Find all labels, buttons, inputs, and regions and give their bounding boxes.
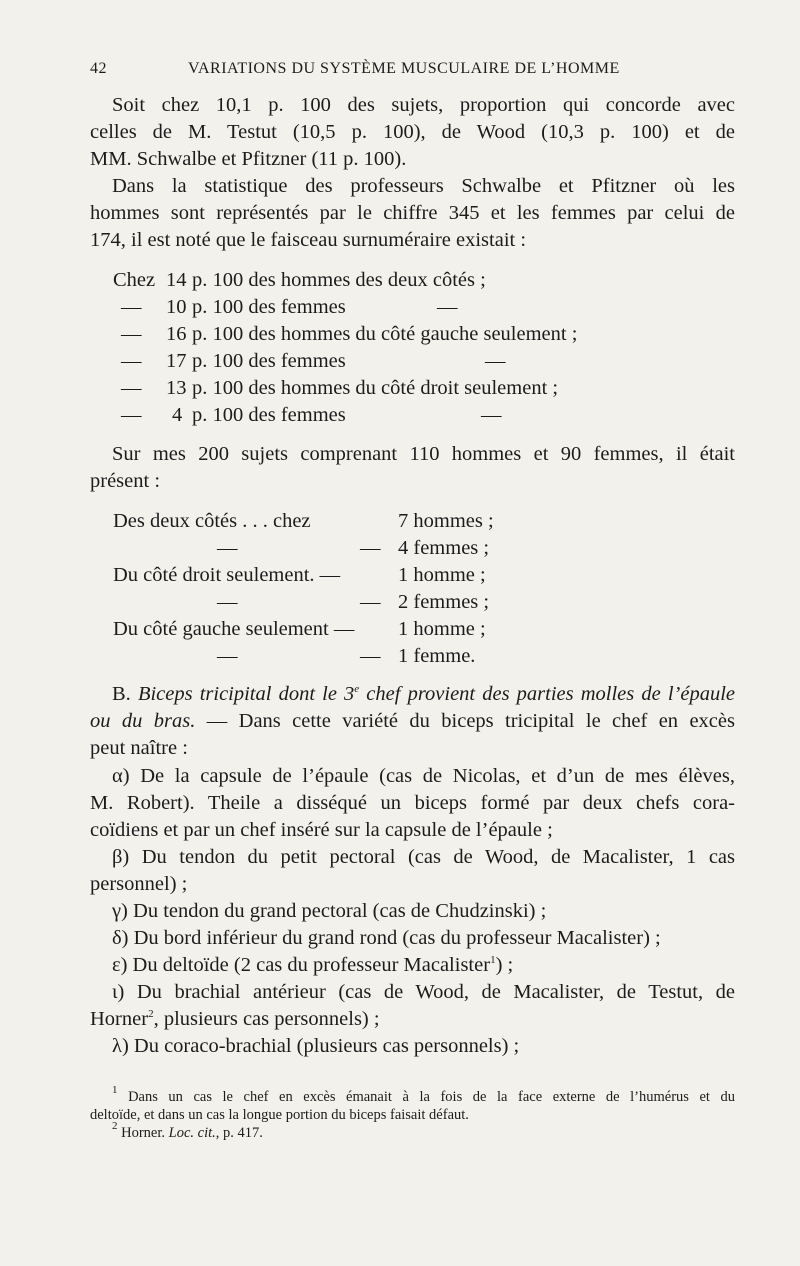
item-alpha-line-1: α) De la capsule de l’épaule (cas de Nicolas, et d’un de mes élèves,	[112, 765, 735, 787]
item-iota-text: Horner	[90, 1008, 149, 1030]
item-iota-line-2	[90, 1006, 735, 1033]
para3-line-2: présent :	[90, 470, 161, 492]
counts-value: 7 hommes ;	[398, 510, 494, 532]
para2-line-2: hommes sont représentés par le chiffre 345 et les femmes par celui de	[90, 202, 735, 224]
stats-text: p. 100 des femmes	[192, 296, 346, 318]
stats-num: 16	[166, 323, 187, 345]
item-alpha-line-3: coïdiens et par un chef inséré sur la capsule de l’épaule ;	[90, 819, 553, 841]
footnote-text: Dans un cas le chef en excès émanait à la fois de la face externe de l’humérus et du	[128, 1089, 736, 1105]
footnote-text: Horner.	[121, 1125, 169, 1141]
footnote-2	[90, 1120, 735, 1142]
counts-dash: —	[360, 591, 381, 613]
item-epsilon-text: ε) Du deltoïde (2 cas du professeur Macalister	[112, 954, 491, 976]
intro-line-1: Soit chez 10,1 p. 100 des sujets, proportion qui concorde avec	[112, 94, 735, 116]
para2-line-3: 174, il est noté que le faisceau surnuméraire existait :	[90, 229, 527, 251]
footnote-ref-1: 1	[490, 954, 496, 966]
page-number: 42	[90, 60, 107, 77]
running-title: VARIATIONS DU SYSTÈME MUSCULAIRE DE L’HOMME	[188, 60, 620, 77]
stats-dash: —	[121, 323, 142, 345]
stats-dash: —	[121, 350, 142, 372]
section-title-part: Biceps tricipital dont le 3	[137, 683, 355, 705]
stats-lead: Chez	[113, 269, 156, 291]
stats-ditto: —	[437, 296, 458, 318]
counts-dash: —	[360, 537, 381, 559]
stats-text: p. 100 des hommes du côté droit seulement ;	[192, 377, 559, 399]
stats-ditto: —	[485, 350, 506, 372]
section-b-heading	[90, 681, 735, 708]
footnote-mark: 2	[112, 1120, 118, 1132]
section-title-part: chef provient des parties molles de l’épaule	[359, 683, 736, 705]
item-epsilon-end: ) ;	[495, 954, 514, 976]
footnote-mark: 1	[112, 1084, 118, 1096]
item-epsilon	[90, 952, 735, 979]
footnote-1-line-2: deltoïde, et dans un cas la longue portion du biceps faisait défaut.	[90, 1107, 469, 1123]
item-lambda: λ) Du coraco-brachial (plusieurs cas personnels) ;	[112, 1035, 520, 1057]
counts-value: 1 homme ;	[398, 564, 486, 586]
footnote-citation: Loc. cit.	[168, 1125, 216, 1141]
item-beta-line-1: β) Du tendon du petit pectoral (cas de Wood, de Macalister, 1 cas	[112, 846, 735, 868]
running-header	[90, 60, 730, 84]
section-title-end: ou du bras.	[90, 710, 196, 732]
intro-line-3: MM. Schwalbe et Pfitzner (11 p. 100).	[90, 148, 407, 170]
counts-label: Des deux côtés . . . chez	[113, 510, 311, 532]
stats-text: p. 100 des femmes	[192, 404, 346, 426]
section-b-line-3: peut naître :	[90, 737, 188, 759]
stats-text: p. 100 des hommes du côté gauche seulement ;	[192, 323, 578, 345]
stats-dash: —	[121, 377, 142, 399]
stats-num: 17	[166, 350, 187, 372]
item-iota-line-1: ι) Du brachial antérieur (cas de Wood, de Macalister, de Testut, de	[112, 981, 735, 1003]
para2-line-1: Dans la statistique des professeurs Schwalbe et Pfitzner où les	[112, 175, 735, 197]
para3-line-1: Sur mes 200 sujets comprenant 110 hommes et 90 femmes, il était	[112, 443, 735, 465]
counts-value: 4 femmes ;	[398, 537, 490, 559]
item-delta: δ) Du bord inférieur du grand rond (cas du professeur Macalister) ;	[112, 927, 661, 949]
counts-dash: —	[360, 645, 381, 667]
stats-num: 13	[166, 377, 187, 399]
section-text: — Dans cette variété du biceps tricipital le chef en excès	[195, 710, 735, 732]
stats-num: 10	[166, 296, 187, 318]
stats-dash: —	[121, 296, 142, 318]
stats-text: p. 100 des hommes des deux côtés ;	[192, 269, 486, 291]
section-b-line-2	[90, 708, 735, 735]
item-iota-end: , plusieurs cas personnels) ;	[153, 1008, 380, 1030]
counts-dash: —	[217, 591, 238, 613]
counts-value: 1 femme.	[398, 645, 476, 667]
counts-dash: —	[217, 645, 238, 667]
stats-num: 14	[166, 269, 187, 291]
section-title-sup: e	[354, 683, 360, 695]
footnote-1-line-1	[90, 1084, 736, 1106]
counts-label: Du côté droit seulement. —	[113, 564, 341, 586]
item-alpha-line-2: M. Robert). Theile a disséqué un biceps formé par deux chefs cora-	[90, 792, 735, 814]
counts-dash: —	[217, 537, 238, 559]
intro-line-2: celles de M. Testut (10,5 p. 100), de Wood (10,3 p. 100) et de	[90, 121, 735, 143]
section-letter: B.	[112, 683, 131, 705]
counts-value: 2 femmes ;	[398, 591, 490, 613]
stats-ditto: —	[481, 404, 502, 426]
stats-text: p. 100 des femmes	[192, 350, 346, 372]
stats-num: 4	[172, 404, 183, 426]
footnote-ref-2: 2	[148, 1008, 154, 1020]
item-beta-line-2: personnel) ;	[90, 873, 188, 895]
counts-value: 1 homme ;	[398, 618, 486, 640]
counts-label: Du côté gauche seulement —	[113, 618, 355, 640]
item-gamma: γ) Du tendon du grand pectoral (cas de Chudzinski) ;	[112, 900, 547, 922]
footnote-text: , p. 417.	[215, 1125, 263, 1141]
stats-dash: —	[121, 404, 142, 426]
